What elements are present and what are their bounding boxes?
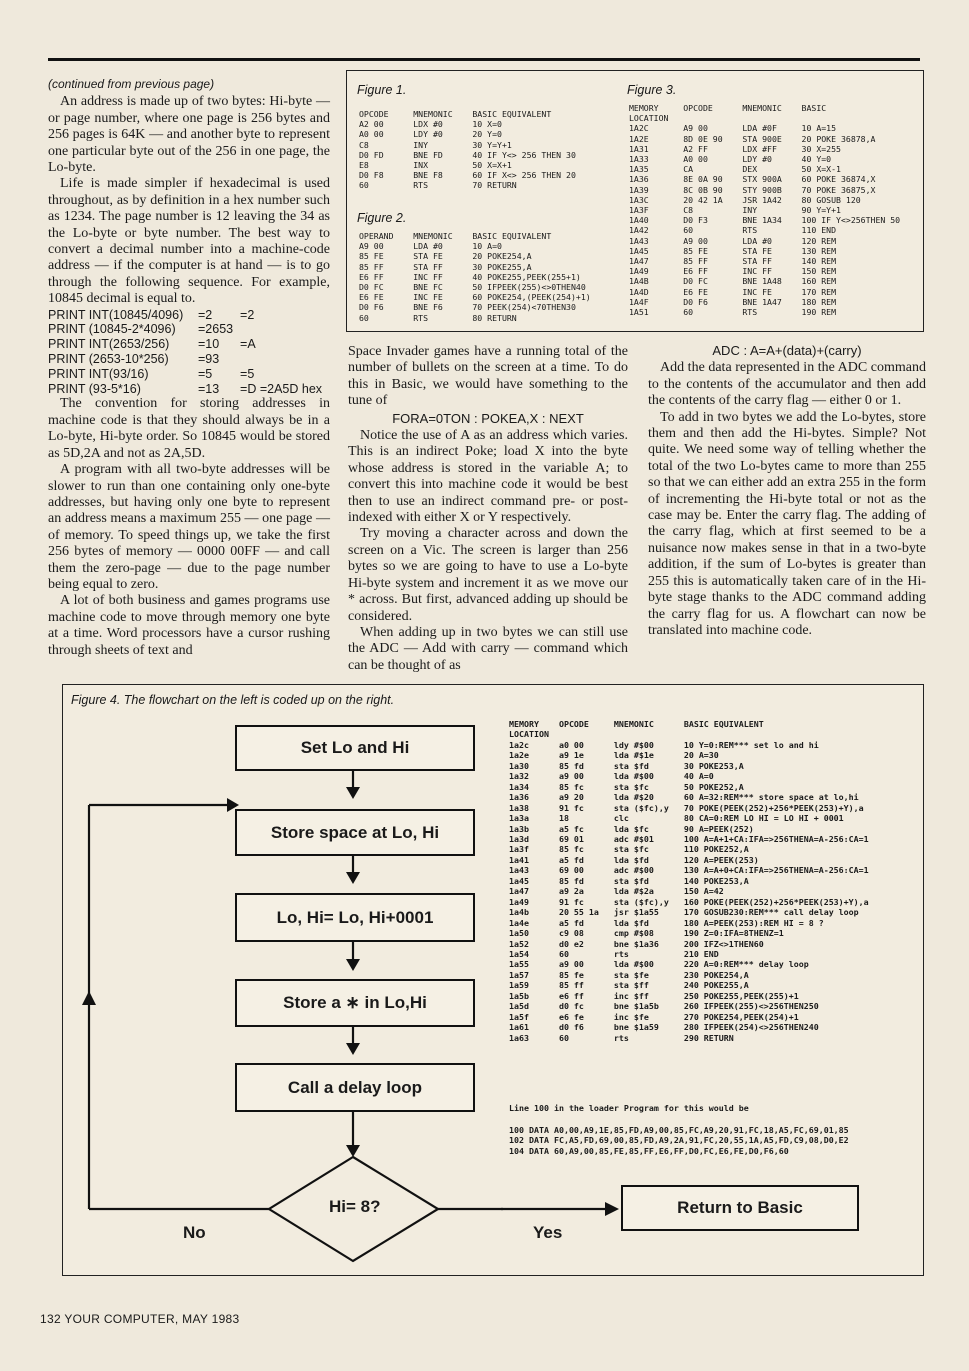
calc-left: PRINT INT(10845/4096): [48, 307, 184, 322]
calc-right: =2 =2: [198, 307, 255, 322]
flow-box-store-space: Store space at Lo, Hi: [235, 809, 475, 856]
calc-left: PRINT (93-5*16): [48, 381, 141, 396]
calc-left: PRINT INT(2653/256): [48, 337, 170, 352]
paragraph: Space Invader games have a running total of the number of bullets on the screen at a time. To do this in Basic, we would have something to the tune of: [348, 344, 628, 409]
paragraph: A program with all two-byte addresses will be slower to run than one containing only one-byte addresses, but having only one byte to represent an address means a maximum 255 — one page — of memory. To speed things up, we take the first 256 bytes of memory — 0000 00FF — and call them the zero-page — due to the page number being equal to zero.: [48, 462, 330, 592]
yes-arrow: [501, 1199, 621, 1219]
figure-4-title: Figure 4. The flowchart on the left is coded up on the right.: [71, 693, 395, 707]
paragraph: Notice the use of A as an address which varies. This is an indirect Poke; load X into the byte whose address is stored in the variable A; to convert this into machine code it would be best then to use an indirect command pre- or post-indexed with either X or Y respectively.: [348, 428, 628, 526]
loader-note: Line 100 in the loader Program for this would be: [509, 1103, 749, 1113]
figure-3-title: Figure 3.: [627, 83, 677, 97]
flow-box-set-lo-hi: Set Lo and Hi: [235, 725, 475, 771]
figures-1-3-box: [346, 70, 924, 332]
calculation-list: [48, 308, 330, 397]
column-3: [648, 342, 926, 639]
figure-1-title: Figure 1.: [357, 83, 407, 97]
flow-box-delay-loop: Call a delay loop: [235, 1063, 475, 1112]
calc-left: PRINT INT(93/16): [48, 366, 149, 381]
page-footer: 132 YOUR COMPUTER, MAY 1983: [40, 1312, 240, 1326]
figure-2-code: OPERAND MNEMONIC BASIC EQUIVALENT A9 00 LDA #0 10 A=0 85 FE STA FE 20 POKE254,A 85 FF STA FF 30 POKE255,A E6 FF INC FF 40 POKE255,PEEK(255+1) D0 FC BNE FC 50 IFPEEK(255)<>0THEN40 E6 FE INC FE 60 POKE254,(PEEK(254)+1) D0 F6 BNE F6 70 PEEK(254)<70THEN30 60 RTS 80 RETURN: [359, 231, 591, 323]
figure-4-code: MEMORY OPCODE MNEMONIC BASIC EQUIVALENT LOCATION 1a2c a0 00 ldy #$00 10 Y=0:REM*** set lo and hi 1a2e a9 1e lda #$1e 20 A=30 1a30 85 fd sta $fd 30 POKE253,A 1a32 a9 00 lda #$00 40 A=0 1a34 85 fc sta $fc 50 POKE252,A 1a36 a9 20 lda #$20 60 A=32:REM*** store space at lo,hi 1a38 91 fc sta ($fc),y 70 POKE(PEEK(252)+256*PEEK(253)+Y),a 1a3a 18 clc 80 CA=0:REM LO HI = LO HI + 0001 1a3b a5 fc lda $fc 90 A=PEEK(252) 1a3d 69 01 adc #$01 100 A=A+1+CA:IFA=>256THENA=A-256:CA=1 1a3f 85 fc sta $fc 110 POKE252,A 1a41 a5 fd lda $fd 120 A=PEEK(253) 1a43 69 00 adc #$00 130 A=A+0+CA:IFA=>256THENA=A-256:CA=1 1a45 85 fd sta $fd 140 POKE253,A 1a47 a9 2a lda #$2a 150 A=42 1a49 91 fc sta ($fc),y 160 POKE(PEEK(252)+256*PEEK(253)+Y),a 1a4b 20 55 1a jsr $1a55 170 GOSUB230:REM*** call delay loop 1a4e a5 fd lda $fd 180 A=PEEK(253):REM HI = 8 ? 1a50 c9 08 cmp #$08 190 Z=0:IFA=8THENZ=1 1a52 d0 e2 bne $1a36 200 IFZ<>1THEN60 1a54 60 rts 210 END 1a55 a9 00 lda #$00 220 A=0:REM*** delay loop 1a57 85 fe sta $fe 230 POKE254,A 1a59 85 ff sta $ff 240 POKE255,A 1a5b e6 ff inc $ff 250 POKE255,PEEK(255)+1 1a5d d0 fc bne $1a5b 260 IFPEEK(255)<>256THEN250 1a5f e6 fe inc $fe 270 POKE254,PEEK(254)+1 1a61 d0 f6 bne $1a59 280 IFPEEK(254)<>256THEN240 1a63 60 rts 290 RETURN: [509, 719, 869, 1043]
flow-box-store-asterisk: Store a ∗ in Lo,Hi: [235, 979, 475, 1027]
column-1: [48, 76, 330, 659]
adc-formula: ADC : A=A+(data)+(carry): [712, 343, 862, 358]
figure-3-code: MEMORY OPCODE MNEMONIC BASIC LOCATION 1A2C A9 00 LDA #0F 10 A=15 1A2E 8D 0E 90 STA 900E 20 POKE 36878,A 1A31 A2 FF LDX #FF 30 X=255 1A33 A0 00 LDY #0 40 Y=0 1A35 CA DEX 50 X=X-1 1A36 8E 0A 90 STX 900A 60 POKE 36874,X 1A39 8C 0B 90 STY 900B 70 POKE 36875,X 1A3C 20 42 1A JSR 1A42 80 GOSUB 120 1A3F C8 INY 90 Y=Y+1 1A40 D0 F3 BNE 1A34 100 IF Y<>256THEN 50 1A42 60 RTS 110 END 1A43 A9 00 LDA #0 120 REM 1A45 85 FE STA FE 130 REM 1A47 85 FF STA FF 140 REM 1A49 E6 FF INC FF 150 REM 1A4B D0 FC BNE 1A48 160 REM 1A4D E6 FE INC FE 170 REM 1A4F D0 F6 BNE 1A47 180 REM 1A51 60 RTS 190 REM: [629, 103, 901, 318]
figure-1-code: OPCODE MNEMONIC BASIC EQUIVALENT A2 00 LDX #0 10 X=0 A0 00 LDY #0 20 Y=0 C8 INY 30 Y=Y+1 D0 FD BNE FD 40 IF Y<> 256 THEN 30 E8 INX 50 X=X+1 D0 F8 BNE F8 60 IF X<> 256 THEN 20 60 RTS 70 RETURN: [359, 109, 576, 191]
data-lines: 100 DATA A0,00,A9,1E,85,FD,A9,00,85,FC,A9,20,91,FC,18,A5,FC,69,01,85 102 DATA FC,A5,FD,69,00,85,FD,A9,2A,91,FC,20,55,1A,A5,FD,C9,08,D0,E2 104 DATA 60,A9,00,85,FE,85,FF,E6,FF,D0,FC,E6,FE,D0,F6,60: [509, 1125, 849, 1156]
calc-right: =2653: [198, 322, 234, 337]
figure-2-title: Figure 2.: [357, 211, 407, 225]
header-rule: [48, 58, 920, 61]
paragraph: An address is made up of two bytes: Hi-byte — or page number, where one page is 256 bytes and 256 pages is 64K — and another byte to represent one particular byte out of the 256 in one page, the Lo-byte.: [48, 94, 330, 176]
paragraph: Add the data represented in the ADC command to the contents of the accumulator and then add the contents of the carry flag — either 0 or 1.: [648, 360, 926, 409]
calc-right: =13 =D =2A5D hex: [198, 381, 323, 396]
figure-4-box: [62, 684, 924, 1276]
calc-left: PRINT (2653-10*256): [48, 352, 169, 367]
flow-box-return: Return to Basic: [621, 1185, 859, 1231]
calc-right: =5 =5: [198, 366, 255, 381]
decision-label: Hi= 8?: [329, 1197, 381, 1216]
calc-right: =10 =A: [198, 337, 256, 352]
paragraph: A lot of both business and games programs use machine code to move through memory one byte at a time. Word processors have a cursor rushing through sheets of text and: [48, 593, 330, 658]
paragraph: To add in two bytes we add the Lo-bytes, store them and then add the Hi-bytes. Simple? Not quite. We need some way of telling whether the total of the two Lo-bytes came to more than 255 so that we can either add an extra 255 in the form of incrementing the Hi-byte total or not as the case may be. Enter the carry flag. The adding of the carry flag, which at first seemed to be a nuisance now makes sense in that in a two-byte addition, if the sum of Lo-bytes is greater than 255 this is automatically taken care of in the Hi-byte stage thanks to the ADC command adding the carry flag for us. A flowchart can now be translated into machine code.: [648, 409, 926, 638]
calc-left: PRINT (10845-2*4096): [48, 322, 176, 337]
paragraph: When adding up in two bytes we can still use the ADC — Add with carry — command which can be thought of as: [348, 624, 628, 673]
basic-code-line: FORA=0TON : POKEA,X : NEXT: [392, 410, 584, 426]
calc-right: =93: [198, 352, 220, 367]
yes-label: Yes: [533, 1223, 563, 1242]
paragraph: Try moving a character across and down the screen on a Vic. The screen is larger than 256 bytes so we are going to have to use a Lo-byte Hi-byte system and increment it as we move our * across. But first, advanced adding up should be considered.: [348, 526, 628, 624]
paragraph: The convention for storing addresses in machine code is that they should always be in a Lo-byte, Hi-byte order. So 10845 would be stored as 5D,2A and not as 2A,5D.: [48, 396, 330, 461]
no-label: No: [183, 1223, 206, 1242]
column-2: [348, 344, 628, 674]
continued-note: (continued from previous page): [48, 77, 215, 91]
paragraph: Life is made simpler if hexadecimal is used throughout, as by definition in a hex number such as 1234. The page number is 12 leaving the 34 as the Lo-byte or byte number. The best way to convert a decimal number into a machine-code address — if the computer is at hand — is to go through the following sequence. For example, 10845 decimal is equal to.: [48, 176, 330, 307]
flow-box-increment: Lo, Hi= Lo, Hi+0001: [235, 893, 475, 942]
